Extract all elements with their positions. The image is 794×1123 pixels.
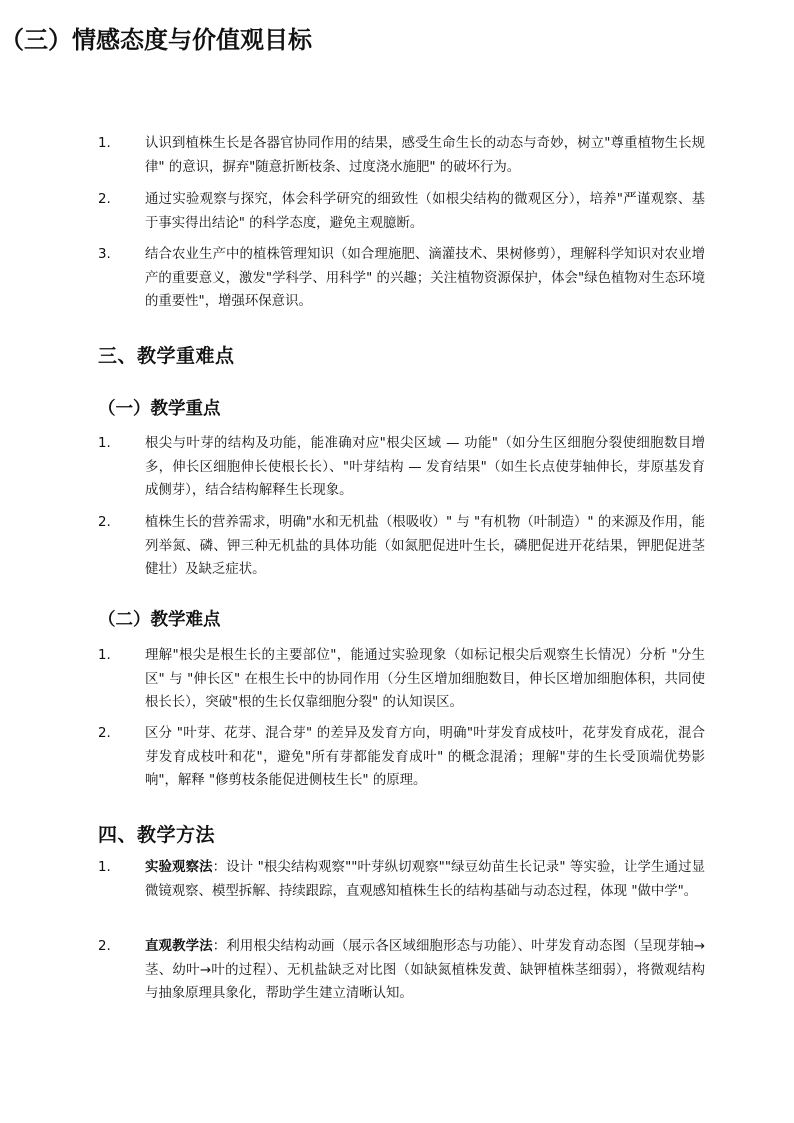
- list-item: [98, 644, 705, 715]
- subsection-title-difficult-points: （二）教学难点: [98, 610, 221, 630]
- method-label: 实验观察法: [145, 860, 213, 875]
- list-number: 2.: [98, 939, 111, 954]
- list-item: [98, 856, 706, 903]
- list-item: [98, 722, 705, 793]
- method-label: 直观教学法: [145, 939, 213, 954]
- section-title-key-difficult-points: 三、教学重难点: [98, 345, 235, 367]
- list-number: 2.: [98, 515, 111, 530]
- list-item: [98, 511, 705, 582]
- list-item: [98, 243, 705, 314]
- list-item: [98, 188, 705, 235]
- list-number: 3.: [98, 247, 111, 262]
- list-text: 根尖与叶芽的结构及功能，能准确对应"根尖区域 — 功能"（如分生区细胞分裂使细胞数目增多，伸长区细胞伸长使根长长）、"叶芽结构 — 发育结果"（如生长点使芽轴伸长，芽原基发育成侧芽），结合结构解释生长现象。: [145, 436, 705, 498]
- list-text: [145, 856, 705, 903]
- list-number: 1.: [98, 136, 111, 151]
- list-item: [98, 935, 706, 1006]
- list-text: 通过实验观察与探究，体会科学研究的细致性（如根尖结构的微观区分），培养"严谨观察、基于事实得出结论" 的科学态度，避免主观臆断。: [145, 192, 705, 231]
- list-number: 1.: [98, 436, 111, 451]
- list-text: 植株生长的营养需求，明确"水和无机盐（根吸收）" 与 "有机物（叶制造）" 的来源及作用，能列举氮、磷、钾三种无机盐的具体功能（如氮肥促进叶生长，磷肥促进开花结果，钾肥促进茎健壮）及缺乏症状。: [145, 515, 705, 577]
- list-item: [98, 132, 705, 179]
- method-description: 设计 "根尖结构观察""叶芽纵切观察""绿豆幼苗生长记录" 等实验，让学生通过显微镜观察、模型拆解、持续跟踪，直观感知植株生长的结构基础与动态过程，体现 "做中学"。: [145, 860, 706, 899]
- list-text: 结合农业生产中的植株管理知识（如合理施肥、滴灌技术、果树修剪），理解科学知识对农业增产的重要意义，激发"学科学、用科学" 的兴趣；关注植物资源保护，体会"绿色植物对生态环境的重要性"，增强环保意识。: [145, 247, 705, 309]
- list-text: 理解"根尖是根生长的主要部位"，能通过实验现象（如标记根尖后观察生长情况）分析 "分生区" 与 "伸长区" 在根生长中的协同作用（分生区增加细胞数目，伸长区增加细胞体积，共同使根长长），突破"根的生长仅靠细胞分裂" 的认知误区。: [145, 648, 705, 710]
- list-text: 区分 "叶芽、花芽、混合芽" 的差异及发育方向，明确"叶芽发育成枝叶，花芽发育成花，混合芽发育成枝叶和花"，避免"所有芽都能发育成叶" 的概念混淆；理解"芽的生长受顶端优势影响"，解释 "修剪枝条能促进侧枝生长" 的原理。: [145, 726, 705, 788]
- list-number: 1.: [98, 860, 111, 875]
- list-item: [98, 432, 705, 503]
- method-separator: ：: [212, 860, 227, 875]
- list-number: 2.: [98, 726, 111, 741]
- section-title-teaching-methods: 四、教学方法: [98, 824, 216, 846]
- list-text: 认识到植株生长是各器官协同作用的结果，感受生命生长的动态与奇妙，树立"尊重植物生长规律" 的意识，摒弃"随意折断枝条、过度浇水施肥" 的破坏行为。: [145, 136, 705, 175]
- method-description: 利用根尖结构动画（展示各区域细胞形态与功能）、叶芽发育动态图（呈现芽轴→茎、幼叶→叶的过程）、无机盐缺乏对比图（如缺氮植株发黄、缺钾植株茎细弱），将微观结构与抽象原理具象化，帮助学生建立清晰认知。: [145, 939, 706, 1001]
- subsection-title-key-points: （一）教学重点: [98, 399, 221, 419]
- method-separator: ：: [212, 939, 227, 954]
- list-text: [145, 935, 705, 1006]
- section-title-affective-goals: （三）情感态度与价值观目标: [0, 25, 312, 54]
- list-number: 1.: [98, 648, 111, 663]
- list-number: 2.: [98, 192, 111, 207]
